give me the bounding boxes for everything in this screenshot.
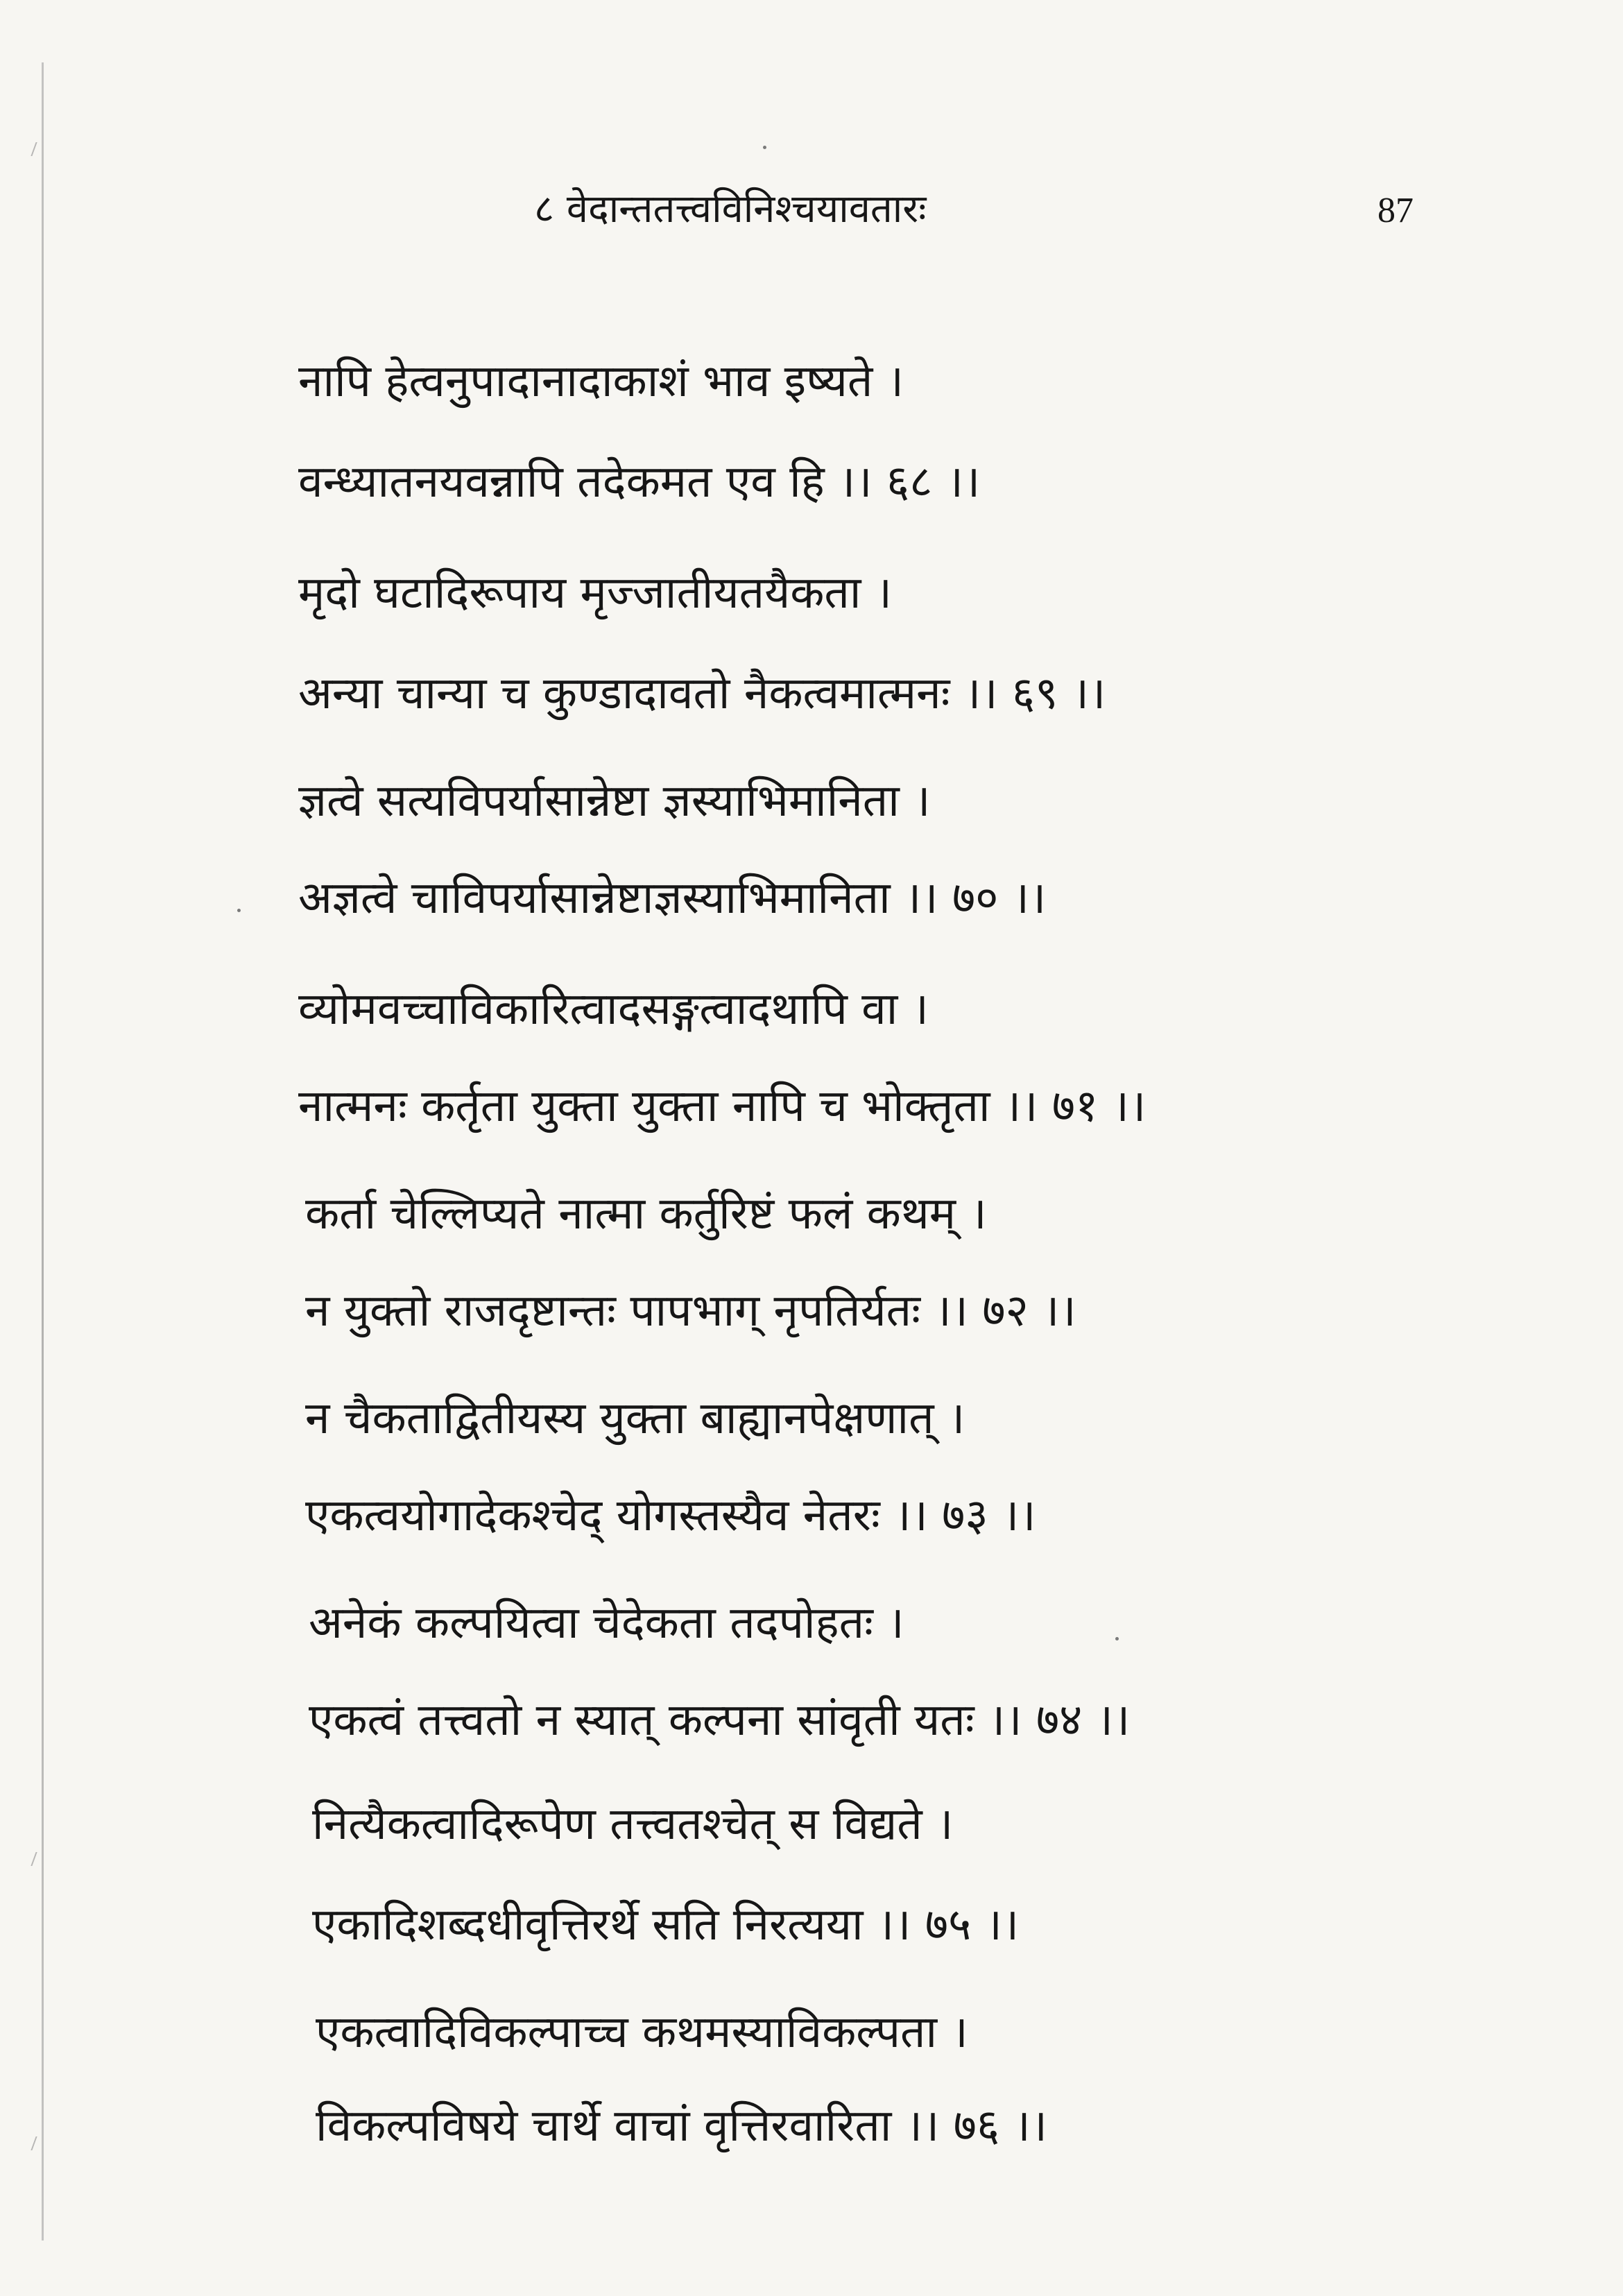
verse-71-line-2: नात्मनः कर्तृता युक्ता युक्ता नापि च भोक्तृता ।। ७१ ।। — [298, 1081, 1147, 1132]
verse-68-line-1: नापि हेत्वनुपादानादाकाशं भाव इष्यते । — [298, 356, 904, 407]
verse-68-line-2: वन्ध्यातनयवन्नापि तदेकमत एव हि ।। ६८ ।। — [298, 456, 981, 508]
verse-73-line-1: न चैकताद्वितीयस्य युक्ता बाह्यानपेक्षणात् । — [305, 1393, 965, 1444]
verse-75-line-1: नित्यैकत्वादिरूपेण तत्त्वतश्चेत् स विद्यते । — [312, 1799, 954, 1850]
verse-74-line-2: एकत्वं तत्त्वतो न स्यात् कल्पना सांवृती यतः ।। ७४ ।। — [309, 1695, 1131, 1746]
verse-70-line-2: अज्ञत्वे चाविपर्यासान्नेष्टाज्ञस्याभिमानिता ।। ७० ।। — [298, 873, 1047, 924]
verse-72-line-1: कर्ता चेल्लिप्यते नात्मा कर्तुरिष्टं फलं कथम् । — [305, 1188, 987, 1240]
running-header-title: ८ वेदान्ततत्त्वविनिश्चयावतारः — [534, 187, 927, 232]
verse-75-line-2: एकादिशब्दधीवृत्तिरर्थे सति निरत्यया ।। ७५ ।। — [312, 1899, 1020, 1951]
verse-69-line-2: अन्या चान्या च कुण्डादावतो नैकत्वमात्मनः ।। ६९ ।। — [298, 668, 1106, 719]
verse-74-line-1: अनेकं कल्पयित्वा चेदेकता तदपोहतः । — [309, 1597, 904, 1649]
verse-70-line-1: ज्ञत्वे सत्यविपर्यासान्नेष्टा ज्ञस्याभिमानिता । — [298, 776, 931, 827]
verse-76-line-2: विकल्पविषये चार्थे वाचां वृत्तिरवारिता ।। ७६ ।। — [316, 2100, 1048, 2152]
verse-73-line-2: एकत्वयोगादेकश्चेद् योगस्तस्यैव नेतरः ।। ७३ ।। — [305, 1490, 1036, 1541]
verse-72-line-2: न युक्तो राजदृष्टान्तः पापभाग् नृपतिर्यतः ।। ७२ ।। — [305, 1285, 1076, 1337]
verse-76-line-1: एकत्वादिविकल्पाच्च कथमस्याविकल्पता । — [316, 2007, 968, 2058]
verse-69-line-1: मृदो घटादिरूपाय मृज्जातीयतयैकता । — [298, 567, 893, 619]
verse-71-line-1: व्योमवच्चाविकारित्वादसङ्गत्वादथापि वा । — [298, 984, 929, 1035]
page-number: 87 — [1377, 191, 1414, 230]
